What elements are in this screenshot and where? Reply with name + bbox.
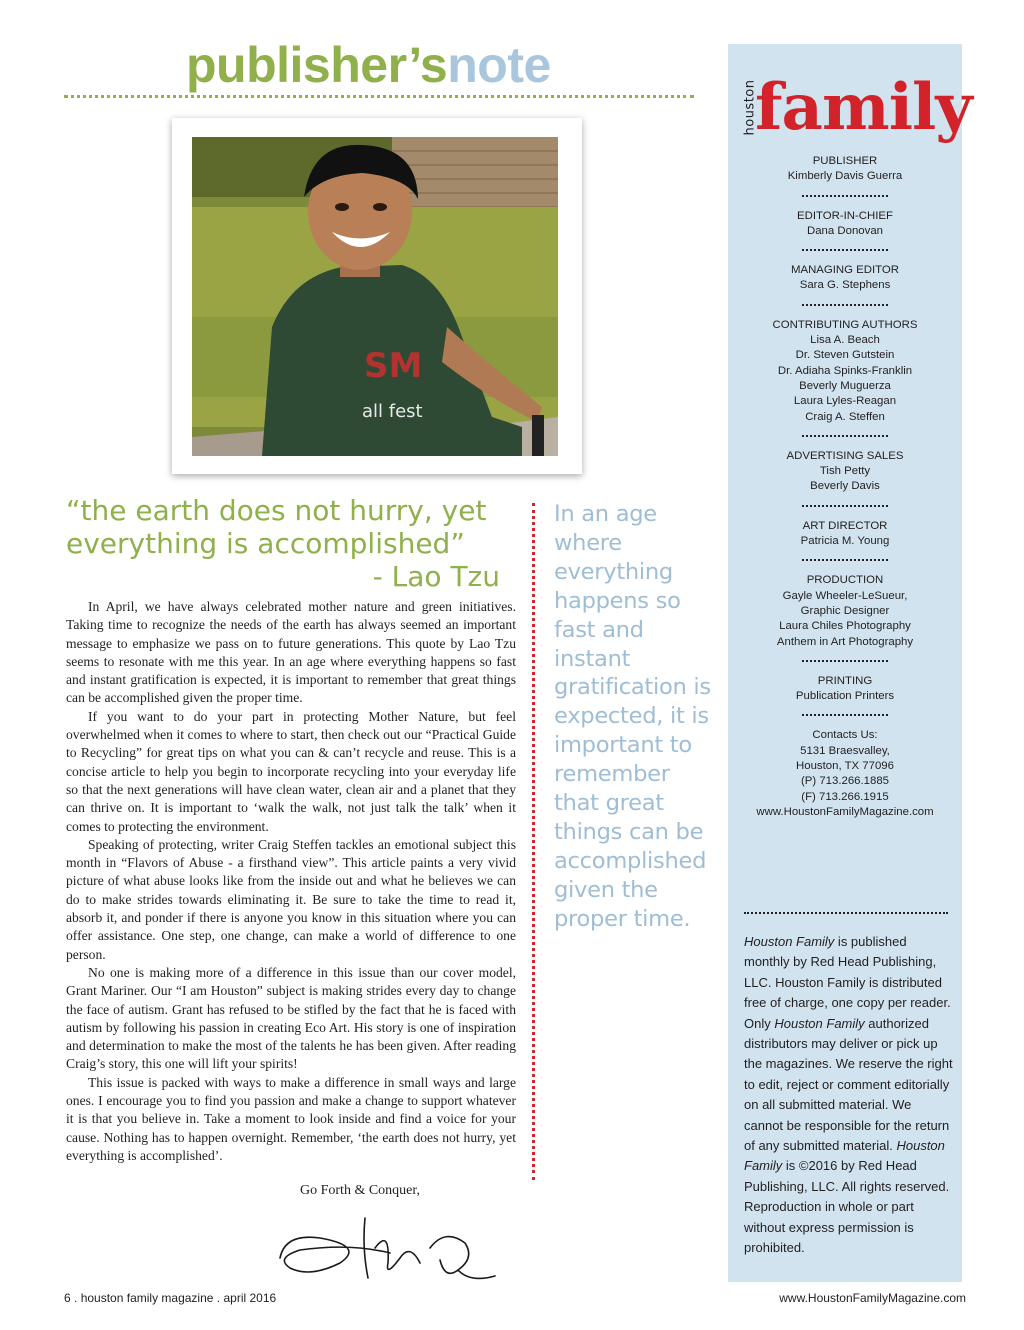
body-paragraph: In April, we have always celebrated mother nature and green initiatives. Taking time to recognize the needs of the earth has always seemed an important message to emphasize we pass on to future generations. This quote by Lao Tzu seems to resonate with me this year. In an age where everything happens so fast and instant gratification is expected, it is important to remember that great things can be accomplished given the proper time. [66, 599, 516, 706]
pull-quote-attribution: - Lao Tzu [372, 560, 500, 593]
side-pull-quote: In an age where everything happens so fast and instant gratification is expected, it is important to remember that great things can be accomplished given the proper time. [554, 501, 711, 932]
title-divider [64, 95, 694, 98]
publication-notice: Houston Family is published monthly by Red Head Publishing, LLC. Houston Family is distributed free of charge, one copy per reader. Only Houston Family authorized distributors may deliver or pick up the magazines. We reserve the right to edit, reject or comment editorially on all submitted material. We cannot be responsible for the return of any submitted material. Houston Family is ©2016 by Red Head Publishing, LLC. All rights reserved. Reproduction in whole or part without express permission is prohibited. [744, 934, 953, 1256]
separator [802, 304, 888, 307]
name-line: Tish Petty [819, 465, 871, 478]
logo-family: family [755, 70, 972, 145]
contact-line: (F) 713.266.1915 [801, 790, 889, 803]
name-line: Gayle Wheeler-LeSueur, [782, 589, 908, 602]
role-publisher: PUBLISHER Kimberly Davis Guerra [728, 154, 962, 185]
logo-houston: houston [742, 79, 758, 136]
contact-line: (P) 713.266.1885 [800, 775, 890, 788]
footer-website-link[interactable]: www.HoustonFamilyMagazine.com [779, 1291, 966, 1305]
body-paragraph: Speaking of protecting, writer Craig Steffen tackles an emotional subject this month in “Flavors of Abuse - a firsthand view”. This article paints a very vivid picture of what abuse looks like from the inside out and what he believes we can do to make strides towards eliminating it. Be sure to take the time to read it, absorb it, and ponder if there is anyone you know in this situation where you can offer assistance. One step, one change, can make a world of difference to one person. [66, 836, 516, 962]
separator [802, 505, 888, 508]
notice-divider [744, 912, 948, 914]
name-line: Patricia M. Young [800, 535, 890, 548]
name-line: Dr. Steven Gutstein [795, 349, 895, 362]
child-photo-illustration [192, 137, 558, 456]
name-line: Dana Donovan [807, 224, 883, 237]
name-line: Graphic Designer [800, 604, 890, 617]
separator [802, 660, 888, 663]
closing-line: Go Forth & Conquer, [300, 1183, 420, 1198]
article-body [66, 598, 516, 1165]
role-contributing-authors: CONTRIBUTING AUTHORS Lisa A. Beach Dr. Steven Gutstein Dr. Adiaha Spinks-Franklin Beverly Muguerza Laura Lyles-Reagan Craig A. Steffen [728, 318, 962, 425]
page-title: publisher’snote [186, 37, 551, 93]
staff-list [728, 154, 962, 820]
separator [802, 195, 888, 198]
role-editor-in-chief: EDITOR-IN-CHIEF Dana Donovan [728, 209, 962, 240]
name-line: Beverly Muguerza [799, 379, 891, 392]
body-paragraph: This issue is packed with ways to make a difference in small ways and large ones. I encourage you to find you passion and make a change to support whatever it is that you believe in. Take a moment to look inside and find a voice for your cause. Nothing has to happen overnight. Remember, ‘the earth does not hurry, yet everything is accomplished’. [66, 1074, 516, 1163]
name-line: Beverly Davis [810, 480, 880, 493]
shirt-logo-text: SM [364, 346, 423, 386]
separator [802, 435, 888, 438]
name-line: Sara G. Stephens [799, 279, 891, 292]
separator [802, 249, 888, 252]
magazine-name: houston family magazine [80, 1291, 214, 1305]
shirt-caption-text: all fest [362, 401, 423, 422]
name-line: Laura Lyles-Reagan [793, 395, 897, 408]
contact-line: Houston, TX 77096 [796, 760, 894, 773]
name-line: Dr. Adiaha Spinks-Franklin [777, 364, 913, 377]
name-line: Laura Chiles Photography [779, 620, 911, 633]
issue-date: april 2016 [223, 1291, 277, 1305]
name-line: Anthem in Art Photography [776, 635, 914, 648]
contact-block: Contacts Us: 5131 Braesvalley, Houston, TX 77096 (P) 713.266.1885 (F) 713.266.1915 www.HoustonFamilyMagazine.com [728, 728, 962, 820]
name-line: Kimberly Davis Guerra [787, 170, 903, 183]
separator [802, 714, 888, 717]
pull-quote-text: “the earth does not hurry, yet everything is accomplished” [66, 494, 487, 560]
role-art-director: ART DIRECTOR Patricia M. Young [728, 519, 962, 550]
role-managing-editor: MANAGING EDITOR Sara G. Stephens [728, 263, 962, 294]
publisher-photo-frame [172, 118, 582, 474]
signature-image [270, 1208, 500, 1288]
name-line: Publication Printers [795, 690, 895, 703]
name-line: Lisa A. Beach [810, 334, 880, 347]
body-paragraph: No one is making more of a difference in this issue than our cover model, Grant Mariner. Our “I am Houston” subject is making strides every day to change the face of autism. Grant has refused to be stifled by the fact that he is faced with autism by following his passion in creating Eco Art. His story is one of inspiration and determination to make the most of the talents he has been given. After reading Craig’s story, this one will lift your spirits! [66, 964, 516, 1072]
publisher-photo [192, 137, 558, 456]
role-printing: PRINTING Publication Printers [728, 674, 962, 705]
name-line: Craig A. Steffen [805, 410, 885, 423]
website-link[interactable]: www.HoustonFamilyMagazine.com [756, 805, 934, 818]
contact-line: 5131 Braesvalley, [800, 744, 890, 757]
pull-quote [66, 494, 506, 593]
role-advertising-sales: ADVERTISING SALES Tish Petty Beverly Davis [728, 449, 962, 495]
body-paragraph: If you want to do your part in protecting Mother Nature, but feel overwhelmed when it comes to where to start, then check out our “Practical Guide to Recycling” for great tips on what you can & can’t recycle and reuse. This is a concise article to help you begin to incorporate recycling into your everyday life so that the next generations will have clean water, clean air and a planet that they can thrive on. It is important to ‘walk the walk, not just talk the talk’ when it comes to protecting the environment. [66, 708, 516, 834]
column-divider [532, 503, 535, 1180]
page-number: 6 [64, 1291, 71, 1305]
separator [802, 559, 888, 562]
footer-folio: 6 . houston family magazine . april 2016 [64, 1291, 277, 1305]
role-production: PRODUCTION Gayle Wheeler-LeSueur, Graphic Designer Laura Chiles Photography Anthem in Art Photography [728, 573, 962, 649]
